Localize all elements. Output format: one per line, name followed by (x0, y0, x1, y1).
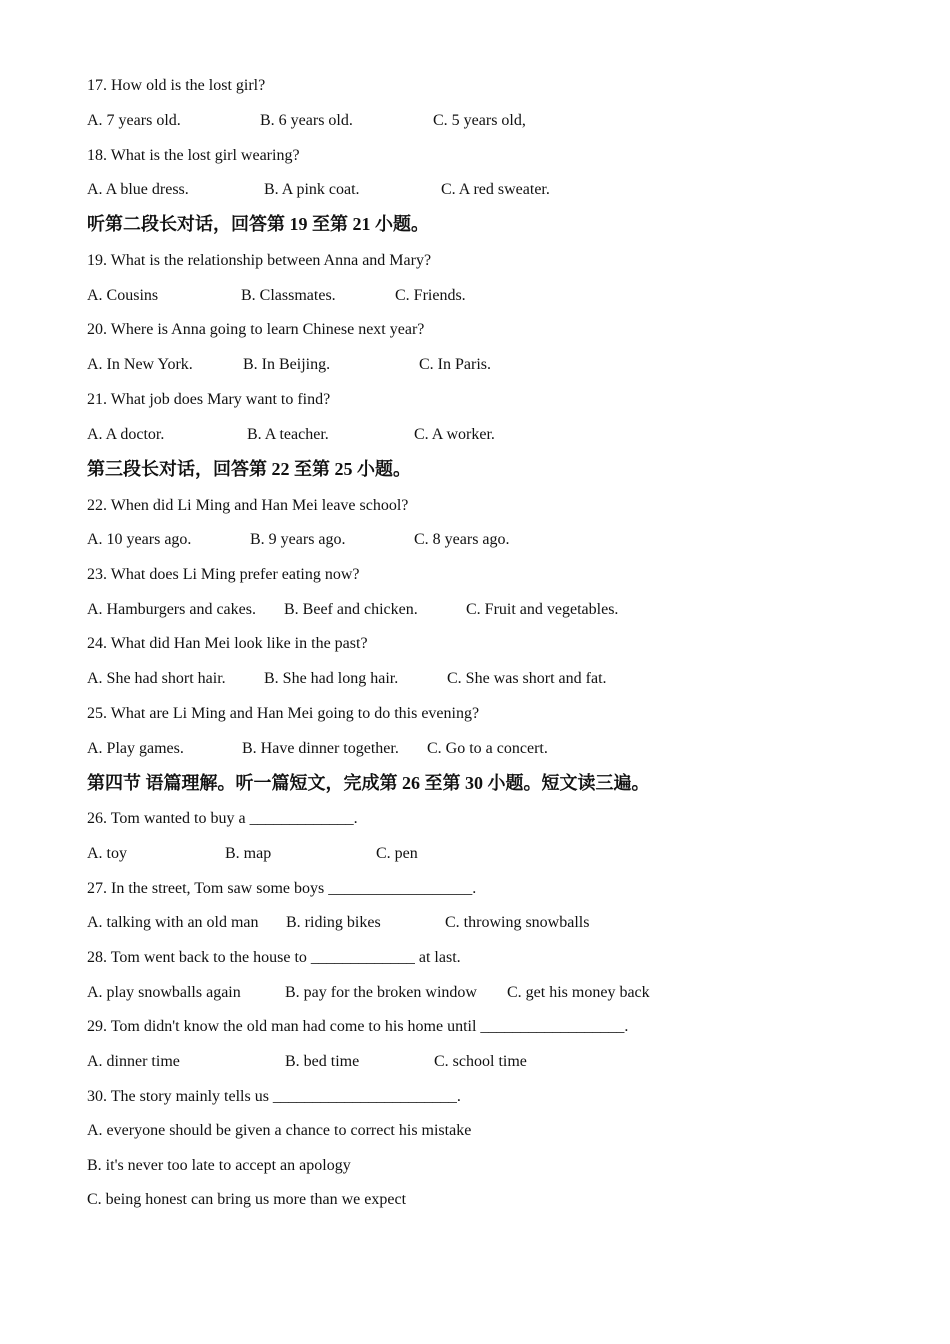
q23-option-a: A. Hamburgers and cakes. (87, 601, 256, 618)
question-24: 24. What did Han Mei look like in the past? (87, 635, 368, 652)
q25-option-c: C. Go to a concert. (427, 740, 548, 757)
q25-option-a: A. Play games. (87, 740, 184, 757)
q28-option-b: B. pay for the broken window (285, 984, 477, 1001)
q25-option-b: B. Have dinner together. (242, 740, 399, 757)
question-29: 29. Tom didn't know the old man had come to his home until __________________. (87, 1018, 629, 1035)
q29-option-b: B. bed time (285, 1053, 360, 1070)
q30-option-a: A. everyone should be given a chance to correct his mistake (87, 1122, 472, 1139)
q21-option-a: A. A doctor. (87, 426, 165, 443)
q19-option-b: B. Classmates. (241, 287, 336, 304)
q20-option-b: B. In Beijing. (243, 356, 331, 373)
q18-option-c: C. A red sweater. (441, 181, 550, 198)
question-22: 22. When did Li Ming and Han Mei leave school? (87, 497, 409, 514)
question-26: 26. Tom wanted to buy a _____________. (87, 810, 358, 827)
q24-option-a: A. She had short hair. (87, 670, 226, 687)
question-23: 23. What does Li Ming prefer eating now? (87, 566, 360, 583)
question-19: 19. What is the relationship between Anna and Mary? (87, 252, 432, 269)
q17-option-c: C. 5 years old, (433, 112, 526, 129)
q29-option-c: C. school time (434, 1053, 527, 1070)
q18-option-a: A. A blue dress. (87, 181, 189, 198)
q26-option-b: B. map (225, 845, 272, 862)
q29-option-a: A. dinner time (87, 1053, 180, 1070)
q28-option-a: A. play snowballs again (87, 984, 241, 1001)
q26-option-a: A. toy (87, 845, 127, 862)
section-heading-4: 第四节 语篇理解。听一篇短文，完成第 26 至第 30 小题。短文读三遍。 (87, 773, 650, 793)
q22-option-b: B. 9 years ago. (250, 531, 346, 548)
question-27: 27. In the street, Tom saw some boys __________________. (87, 880, 477, 897)
q22-option-c: C. 8 years ago. (414, 531, 510, 548)
q23-option-b: B. Beef and chicken. (284, 601, 418, 618)
q27-option-c: C. throwing snowballs (445, 914, 590, 931)
q20-option-a: A. In New York. (87, 356, 193, 373)
q21-option-c: C. A worker. (414, 426, 495, 443)
q20-option-c: C. In Paris. (419, 356, 491, 373)
q30-option-c: C. being honest can bring us more than we expect (87, 1191, 407, 1208)
q17-option-a: A. 7 years old. (87, 112, 181, 129)
q17-option-b: B. 6 years old. (260, 112, 353, 129)
q26-option-c: C. pen (376, 845, 418, 862)
q27-option-b: B. riding bikes (286, 914, 381, 931)
question-25: 25. What are Li Ming and Han Mei going to do this evening? (87, 705, 480, 722)
question-28: 28. Tom went back to the house to _____________ at last. (87, 949, 461, 966)
question-21: 21. What job does Mary want to find? (87, 391, 331, 408)
q19-option-c: C. Friends. (395, 287, 466, 304)
question-18: 18. What is the lost girl wearing? (87, 147, 300, 164)
question-17: 17. How old is the lost girl? (87, 77, 266, 94)
question-20: 20. Where is Anna going to learn Chinese next year? (87, 321, 425, 338)
q30-option-b: B. it's never too late to accept an apology (87, 1157, 351, 1174)
section-heading-3: 第三段长对话，回答第 22 至第 25 小题。 (87, 459, 411, 479)
q27-option-a: A. talking with an old man (87, 914, 259, 931)
q22-option-a: A. 10 years ago. (87, 531, 192, 548)
q19-option-a: A. Cousins (87, 287, 159, 304)
q28-option-c: C. get his money back (507, 984, 650, 1001)
question-30: 30. The story mainly tells us _______________________. (87, 1088, 461, 1105)
q18-option-b: B. A pink coat. (264, 181, 360, 198)
q23-option-c: C. Fruit and vegetables. (466, 601, 619, 618)
q21-option-b: B. A teacher. (247, 426, 329, 443)
q24-option-b: B. She had long hair. (264, 670, 399, 687)
q24-option-c: C. She was short and fat. (447, 670, 607, 687)
section-heading-2: 听第二段长对话，回答第 19 至第 21 小题。 (87, 214, 429, 234)
